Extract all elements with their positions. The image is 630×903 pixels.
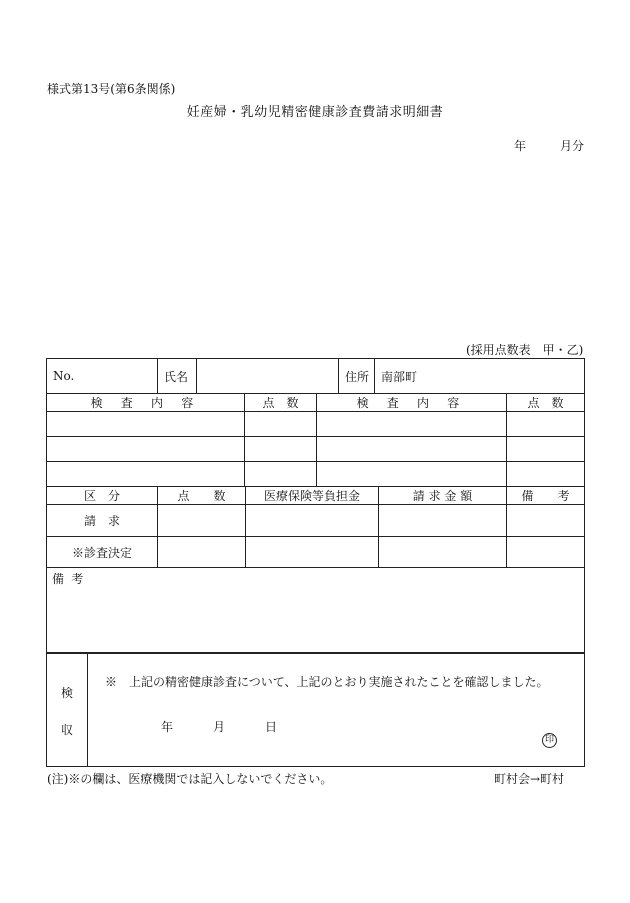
month-label: 月分: [560, 139, 585, 153]
points-header: 点 数: [245, 394, 317, 412]
inspection-date[interactable]: [161, 718, 277, 735]
document-title: 妊産婦・乳幼児精密健康診査費請求明細書: [186, 105, 444, 120]
no-label: No.: [47, 359, 158, 394]
table-row: [47, 462, 585, 487]
address-label: 住所: [339, 359, 375, 394]
date-month-label: 月: [213, 720, 226, 734]
exam-content-cell[interactable]: [47, 462, 245, 487]
address-field[interactable]: 南部町: [375, 359, 585, 394]
category-header: 区 分: [47, 487, 158, 505]
inspection-label-1: 検: [61, 686, 74, 700]
patient-info-table: [46, 358, 585, 394]
points-cell[interactable]: [245, 412, 317, 437]
exam-content-cell[interactable]: [317, 437, 507, 462]
points-cell[interactable]: [507, 462, 585, 487]
claim-row-label: 請 求: [47, 505, 158, 537]
exam-content-cell[interactable]: [317, 412, 507, 437]
points-cell[interactable]: [158, 537, 246, 568]
summary-table: [46, 486, 585, 568]
exam-table: [46, 393, 585, 487]
points-cell[interactable]: [245, 462, 317, 487]
points-cell[interactable]: [158, 505, 246, 537]
footer-note: (注)※の欄は、医療機関では記入しないでください。: [47, 772, 333, 786]
insurance-burden-cell[interactable]: [246, 537, 379, 568]
exam-content-cell[interactable]: [47, 437, 245, 462]
score-table-type: (採用点数表 甲・乙): [466, 343, 584, 357]
points-header: 点 数: [158, 487, 246, 505]
claim-amount-header: 請 求 金 額: [379, 487, 507, 505]
remarks-cell[interactable]: [507, 505, 585, 537]
claim-amount-cell[interactable]: [379, 537, 507, 568]
form-number-label: 様式第13号(第6条関係): [47, 82, 176, 96]
year-label: 年: [514, 139, 527, 153]
decision-row-label: ※診査決定: [47, 537, 158, 568]
points-cell[interactable]: [507, 412, 585, 437]
inspection-label-2: 収: [61, 723, 74, 737]
remarks-label: 備考: [52, 572, 91, 586]
table-row: [47, 537, 585, 568]
seal-mark: 印: [542, 733, 557, 748]
points-cell[interactable]: [507, 437, 585, 462]
table-row: [47, 437, 585, 462]
table-row: [47, 412, 585, 437]
date-day-label: 日: [265, 720, 278, 734]
exam-content-header: 検 査 内 容: [317, 394, 507, 412]
points-header: 点 数: [507, 394, 585, 412]
submission-route: 町村会→町村: [494, 772, 565, 786]
claim-amount-cell[interactable]: [379, 505, 507, 537]
exam-content-cell[interactable]: [47, 412, 245, 437]
insurance-burden-header: 医療保険等負担金: [246, 487, 379, 505]
remarks-box[interactable]: [46, 567, 585, 653]
name-field[interactable]: [197, 359, 339, 394]
inspection-box: [46, 653, 585, 767]
name-label: 氏名: [158, 359, 197, 394]
date-year-label: 年: [161, 720, 174, 734]
table-row: [47, 505, 585, 537]
exam-content-header: 検 査 内 容: [47, 394, 245, 412]
exam-content-cell[interactable]: [317, 462, 507, 487]
remarks-cell[interactable]: [507, 537, 585, 568]
inspection-divider: [87, 654, 88, 766]
remarks-header: 備 考: [507, 487, 585, 505]
points-cell[interactable]: [245, 437, 317, 462]
insurance-burden-cell[interactable]: [246, 505, 379, 537]
billing-period: [514, 137, 584, 154]
confirmation-text: ※ 上記の精密健康診査について、上記のとおり実施されたことを確認しました。: [105, 675, 549, 689]
